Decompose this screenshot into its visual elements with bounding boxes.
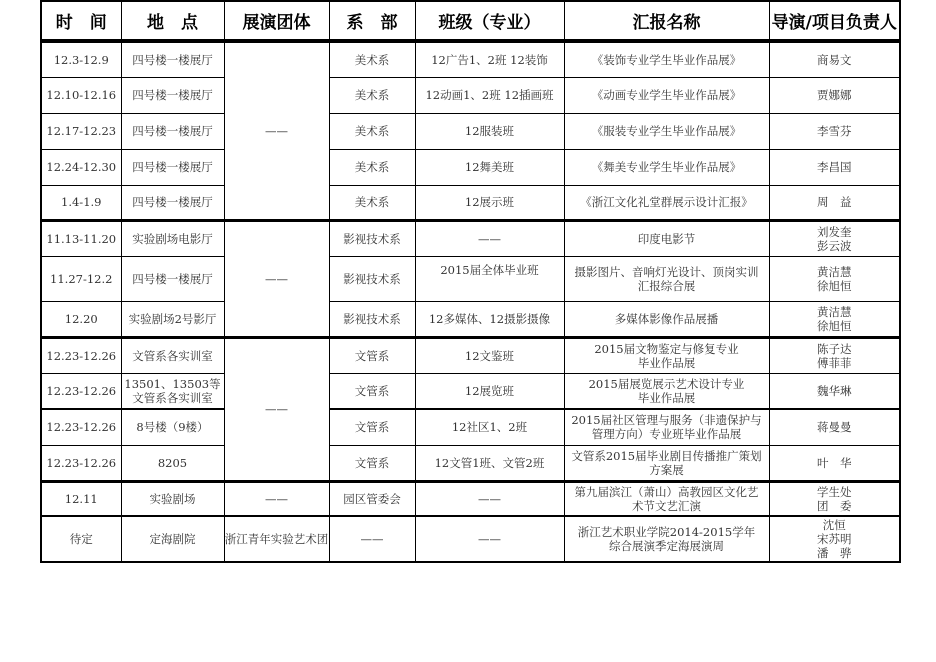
- cell-department: 美术系: [329, 113, 415, 149]
- cell-report-name: [564, 149, 769, 185]
- cell-report-name: [564, 445, 769, 481]
- cell-class: 12文管1班、文管2班: [415, 445, 564, 481]
- cell-department: 文管系: [329, 337, 415, 373]
- cell-location: [121, 409, 224, 445]
- table-row: [41, 77, 900, 113]
- cell-report-name: [564, 185, 769, 220]
- table-row: [41, 220, 900, 256]
- director-line: 黄洁慧: [817, 264, 852, 279]
- cell-location: 四号楼一楼展厅: [121, 256, 224, 301]
- table-row: [41, 256, 900, 301]
- cell-location: 四号楼一楼展厅: [121, 113, 224, 149]
- cell-class: 12社区1、2班: [415, 409, 564, 445]
- director-line: 宋苏明: [817, 532, 852, 546]
- table-row: [41, 516, 900, 562]
- header-director: 导演/项目负责人: [769, 1, 900, 41]
- director-line: 沈恒: [822, 518, 846, 532]
- report-line: 摄影图片、音响灯光设计、顶岗实训: [574, 264, 759, 279]
- report-line: 第九届滨江（萧山）高教园区文化艺: [574, 484, 759, 499]
- header-troupe: 展演团体: [224, 1, 329, 41]
- report-line: 多媒体影像作品展播: [614, 311, 719, 326]
- cell-department: 美术系: [329, 77, 415, 113]
- report-line: 毕业作品展: [637, 355, 696, 370]
- cell-report-name: [564, 113, 769, 149]
- cell-class: 12舞美班: [415, 149, 564, 185]
- cell-troupe: ——: [224, 481, 329, 516]
- cell-department: 文管系: [329, 373, 415, 409]
- table-row: [41, 41, 900, 77]
- table-row: [41, 409, 900, 445]
- cell-director: [769, 301, 900, 337]
- cell-time: 12.10-12.16: [41, 77, 121, 113]
- cell-report-name: [564, 481, 769, 516]
- report-line: 综合展演季定海展演周: [609, 539, 724, 553]
- report-line: 毕业作品展: [637, 390, 696, 405]
- cell-department: 影视技术系: [329, 301, 415, 337]
- header-location: 地 点: [121, 1, 224, 41]
- director-line: 陈子达: [817, 341, 852, 356]
- director-line: 周 益: [817, 195, 852, 209]
- report-line: 2015届展览展示艺术设计专业: [588, 376, 745, 391]
- report-line: 管理方向）专业班毕业作品展: [591, 427, 742, 442]
- cell-director: [769, 481, 900, 516]
- cell-time: 12.23-12.26: [41, 445, 121, 481]
- cell-report-name: [564, 256, 769, 301]
- cell-director: [769, 149, 900, 185]
- cell-department: 园区管委会: [329, 481, 415, 516]
- location-line: 8号楼（9楼）: [136, 420, 209, 435]
- director-line: 刘发奎: [817, 224, 852, 239]
- header-report-name: 汇报名称: [564, 1, 769, 41]
- table-row: [41, 113, 900, 149]
- cell-location: 实验剧场: [121, 481, 224, 516]
- header-row: [41, 1, 900, 41]
- cell-director: [769, 337, 900, 373]
- cell-report-name: [564, 77, 769, 113]
- performance-schedule-table: [40, 0, 901, 563]
- cell-report-name: [564, 301, 769, 337]
- cell-class: 2015届全体毕业班: [415, 256, 564, 301]
- cell-department: 影视技术系: [329, 256, 415, 301]
- cell-director: [769, 113, 900, 149]
- cell-class: 12动画1、2班 12插画班: [415, 77, 564, 113]
- cell-time: 待定: [41, 516, 121, 562]
- report-line: 《舞美专业学生毕业作品展》: [591, 160, 742, 174]
- cell-department: 美术系: [329, 41, 415, 77]
- director-line: 商易文: [817, 52, 852, 67]
- cell-department: ——: [329, 516, 415, 562]
- cell-time: 11.27-12.2: [41, 256, 121, 301]
- cell-location: 实验剧场2号影厅: [121, 301, 224, 337]
- cell-location: 四号楼一楼展厅: [121, 77, 224, 113]
- cell-class: ——: [415, 516, 564, 562]
- table-row: [41, 185, 900, 220]
- cell-class: 12文鉴班: [415, 337, 564, 373]
- director-line: 李昌国: [817, 160, 852, 174]
- cell-time: 12.23-12.26: [41, 409, 121, 445]
- director-line: 魏华琳: [817, 383, 852, 398]
- cell-class: ——: [415, 220, 564, 256]
- report-line: 术节文艺汇演: [632, 498, 701, 513]
- cell-location: 实验剧场电影厅: [121, 220, 224, 256]
- cell-class: 12多媒体、12摄影摄像: [415, 301, 564, 337]
- report-line: 印度电影节: [637, 231, 696, 246]
- report-line: 浙江艺术职业学院2014-2015学年: [577, 525, 756, 539]
- report-line: 《服装专业学生毕业作品展》: [591, 124, 742, 138]
- cell-director: [769, 409, 900, 445]
- cell-director: [769, 373, 900, 409]
- cell-time: 12.11: [41, 481, 121, 516]
- cell-department: 影视技术系: [329, 220, 415, 256]
- director-line: 彭云波: [817, 238, 852, 253]
- director-line: 李雪芬: [817, 124, 852, 138]
- table-row: [41, 373, 900, 409]
- location-line: 文管系各实训室: [132, 348, 213, 363]
- location-line: 文管系各实训室: [132, 390, 213, 405]
- cell-location: [121, 373, 224, 409]
- cell-director: [769, 445, 900, 481]
- cell-location: [121, 337, 224, 373]
- director-line: 叶 华: [817, 455, 852, 470]
- cell-time: 12.24-12.30: [41, 149, 121, 185]
- report-line: 汇报综合展: [637, 278, 696, 293]
- header-time: 时 间: [41, 1, 121, 41]
- director-line: 徐旭恒: [817, 318, 852, 333]
- cell-troupe: 浙江青年实验艺术团: [224, 516, 329, 562]
- cell-director: [769, 77, 900, 113]
- cell-report-name: [564, 220, 769, 256]
- cell-troupe: ——: [224, 220, 329, 337]
- cell-troupe: ——: [224, 337, 329, 481]
- report-line: 2015届文物鉴定与修复专业: [594, 341, 739, 356]
- director-line: 团 委: [817, 498, 852, 513]
- cell-location: [121, 445, 224, 481]
- director-line: 徐旭恒: [817, 278, 852, 293]
- cell-report-name: [564, 41, 769, 77]
- cell-location: 四号楼一楼展厅: [121, 185, 224, 220]
- location-line: 13501、13503等: [124, 376, 221, 391]
- director-line: 蒋曼曼: [817, 420, 852, 435]
- cell-time: 11.13-11.20: [41, 220, 121, 256]
- cell-report-name: [564, 337, 769, 373]
- cell-class: 12展示班: [415, 185, 564, 220]
- cell-location: 四号楼一楼展厅: [121, 41, 224, 77]
- report-line: 方案展: [649, 462, 684, 477]
- director-line: 学生处: [817, 484, 852, 499]
- cell-director: [769, 41, 900, 77]
- cell-director: [769, 185, 900, 220]
- cell-class: ——: [415, 481, 564, 516]
- cell-department: 美术系: [329, 185, 415, 220]
- header-department: 系 部: [329, 1, 415, 41]
- table-row: [41, 445, 900, 481]
- report-line: 文管系2015届毕业剧目传播推广策划: [571, 448, 762, 463]
- table-row: [41, 149, 900, 185]
- cell-time: 12.23-12.26: [41, 337, 121, 373]
- cell-report-name: [564, 516, 769, 562]
- table-row: [41, 481, 900, 516]
- report-line: 2015届社区管理与服务（非遗保护与: [571, 413, 762, 428]
- cell-director: [769, 220, 900, 256]
- director-line: 黄洁慧: [817, 304, 852, 319]
- cell-class: 12服装班: [415, 113, 564, 149]
- header-class: 班级（专业）: [415, 1, 564, 41]
- table-row: [41, 337, 900, 373]
- cell-report-name: [564, 409, 769, 445]
- cell-class: 12展览班: [415, 373, 564, 409]
- cell-time: 12.20: [41, 301, 121, 337]
- report-line: 《浙江文化礼堂群展示设计汇报》: [580, 195, 753, 209]
- cell-troupe: ——: [224, 41, 329, 220]
- cell-report-name: [564, 373, 769, 409]
- cell-time: 12.3-12.9: [41, 41, 121, 77]
- cell-time: 1.4-1.9: [41, 185, 121, 220]
- director-line: 傅菲菲: [817, 355, 852, 370]
- table-row: [41, 301, 900, 337]
- director-line: 贾娜娜: [817, 88, 852, 102]
- location-line: 8205: [157, 455, 188, 470]
- cell-director: [769, 256, 900, 301]
- cell-time: 12.17-12.23: [41, 113, 121, 149]
- cell-time: 12.23-12.26: [41, 373, 121, 409]
- cell-department: 文管系: [329, 409, 415, 445]
- director-line: 潘 骅: [817, 546, 852, 560]
- cell-department: 美术系: [329, 149, 415, 185]
- report-line: 《动画专业学生毕业作品展》: [591, 88, 742, 102]
- cell-department: 文管系: [329, 445, 415, 481]
- cell-location: 定海剧院: [121, 516, 224, 562]
- report-line: 《装饰专业学生毕业作品展》: [591, 52, 742, 67]
- cell-location: 四号楼一楼展厅: [121, 149, 224, 185]
- cell-class: 12广告1、2班 12装饰: [415, 41, 564, 77]
- cell-director: [769, 516, 900, 562]
